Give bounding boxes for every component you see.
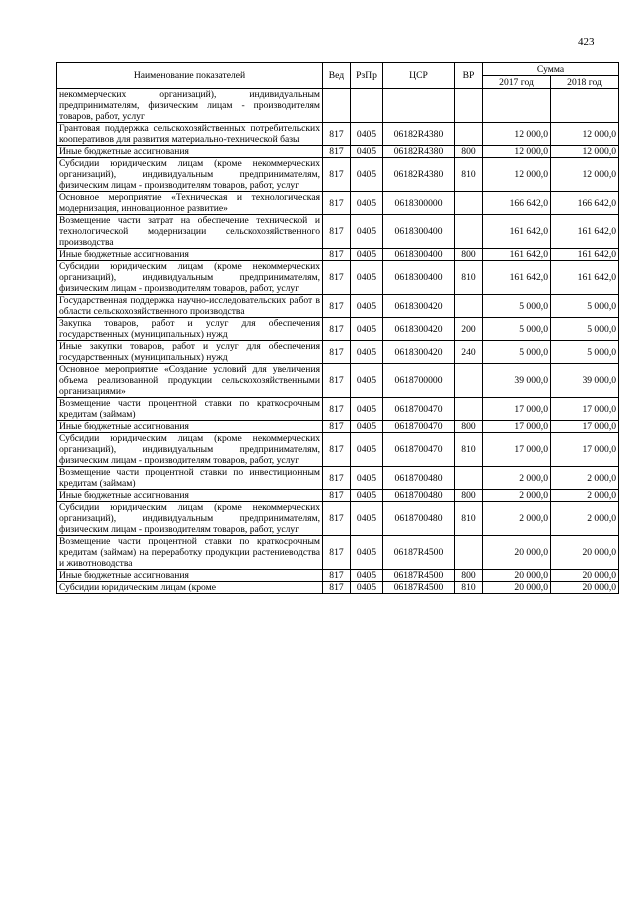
row-ved: 817 xyxy=(323,421,351,433)
row-sum-2018: 161 642,0 xyxy=(551,261,619,295)
table-row xyxy=(57,318,619,341)
row-vr: 810 xyxy=(455,502,483,536)
row-rzpr: 0405 xyxy=(351,421,383,433)
row-name: Субсидии юридическим лицам (кроме некоммерческих организаций), индивидуальным предпринимателям, физическим лицам - производителям товаров, работ, услуг xyxy=(57,261,323,295)
row-sum-2017: 161 642,0 xyxy=(483,261,551,295)
row-sum-2018: 166 642,0 xyxy=(551,192,619,215)
row-vr: 810 xyxy=(455,582,483,594)
row-sum-2017: 166 642,0 xyxy=(483,192,551,215)
row-csr: 0618300000 xyxy=(383,192,455,215)
row-sum-2017: 2 000,0 xyxy=(483,490,551,502)
row-sum-2017: 5 000,0 xyxy=(483,318,551,341)
row-ved: 817 xyxy=(323,318,351,341)
table-row xyxy=(57,570,619,582)
row-sum-2018: 20 000,0 xyxy=(551,582,619,594)
row-rzpr: 0405 xyxy=(351,123,383,146)
row-sum-2018: 161 642,0 xyxy=(551,249,619,261)
row-ved: 817 xyxy=(323,364,351,398)
row-name: Грантовая поддержка сельскохозяйственных потребительских кооперативов для развития материально-технической базы xyxy=(57,123,323,146)
row-csr: 0618300400 xyxy=(383,215,455,249)
row-sum-2018: 17 000,0 xyxy=(551,421,619,433)
header-2017: 2017 год xyxy=(483,76,551,89)
row-rzpr: 0405 xyxy=(351,582,383,594)
budget-table xyxy=(56,62,619,594)
row-name: Иные бюджетные ассигнования xyxy=(57,421,323,433)
row-name: Возмещение части процентной ставки по краткосрочным кредитам (займам) на переработку продукции растениеводства и животноводства xyxy=(57,536,323,570)
row-vr xyxy=(455,295,483,318)
row-name: Субсидии юридическим лицам (кроме некоммерческих организаций), индивидуальным предпринимателям, физическим лицам - производителям товаров, работ, услуг xyxy=(57,158,323,192)
row-ved: 817 xyxy=(323,341,351,364)
row-rzpr: 0405 xyxy=(351,215,383,249)
row-ved: 817 xyxy=(323,249,351,261)
row-sum-2017: 17 000,0 xyxy=(483,421,551,433)
row-rzpr: 0405 xyxy=(351,570,383,582)
row-csr: 0618300420 xyxy=(383,295,455,318)
row-name: Субсидии юридическим лицам (кроме некоммерческих организаций), индивидуальным предпринимателям, физическим лицам - производителям товаров, работ, услуг xyxy=(57,502,323,536)
row-sum-2017: 12 000,0 xyxy=(483,146,551,158)
row-vr xyxy=(455,192,483,215)
row-ved: 817 xyxy=(323,398,351,421)
table-row xyxy=(57,433,619,467)
row-sum-2018: 17 000,0 xyxy=(551,398,619,421)
row-vr: 810 xyxy=(455,261,483,295)
row-sum-2018: 39 000,0 xyxy=(551,364,619,398)
row-csr: 0618700470 xyxy=(383,421,455,433)
row-sum-2017: 20 000,0 xyxy=(483,582,551,594)
row-name: Субсидии юридическим лицам (кроме xyxy=(57,582,323,594)
row-ved: 817 xyxy=(323,123,351,146)
row-ved: 817 xyxy=(323,433,351,467)
row-ved: 817 xyxy=(323,490,351,502)
table-row xyxy=(57,158,619,192)
table-row xyxy=(57,364,619,398)
table-row xyxy=(57,249,619,261)
row-sum-2017: 5 000,0 xyxy=(483,295,551,318)
header-name: Наименование показателей xyxy=(57,63,323,89)
row-sum-2017: 39 000,0 xyxy=(483,364,551,398)
row-sum-2017 xyxy=(483,89,551,123)
table-row xyxy=(57,192,619,215)
row-ved: 817 xyxy=(323,192,351,215)
row-rzpr: 0405 xyxy=(351,295,383,318)
row-rzpr: 0405 xyxy=(351,490,383,502)
row-vr xyxy=(455,398,483,421)
row-csr: 0618300420 xyxy=(383,318,455,341)
table-row xyxy=(57,215,619,249)
row-ved: 817 xyxy=(323,158,351,192)
row-ved: 817 xyxy=(323,502,351,536)
row-sum-2018: 5 000,0 xyxy=(551,295,619,318)
row-sum-2018: 12 000,0 xyxy=(551,146,619,158)
row-sum-2018: 12 000,0 xyxy=(551,123,619,146)
row-csr: 0618300400 xyxy=(383,261,455,295)
row-vr xyxy=(455,215,483,249)
row-vr: 800 xyxy=(455,146,483,158)
table-row xyxy=(57,490,619,502)
row-sum-2018: 17 000,0 xyxy=(551,433,619,467)
row-rzpr: 0405 xyxy=(351,261,383,295)
row-name: Возмещение части процентной ставки по инвестиционным кредитам (займам) xyxy=(57,467,323,490)
table-row xyxy=(57,89,619,123)
row-csr: 06187R4500 xyxy=(383,570,455,582)
row-name: Возмещение части процентной ставки по краткосрочным кредитам (займам) xyxy=(57,398,323,421)
row-vr xyxy=(455,536,483,570)
table-row xyxy=(57,421,619,433)
row-vr xyxy=(455,89,483,123)
row-sum-2018: 20 000,0 xyxy=(551,536,619,570)
table-row xyxy=(57,295,619,318)
row-name: Основное мероприятие «Создание условий для увеличения объема реализованной продукции сельскохозяйственными организациями» xyxy=(57,364,323,398)
row-csr: 06182R4380 xyxy=(383,146,455,158)
row-rzpr: 0405 xyxy=(351,318,383,341)
row-ved: 817 xyxy=(323,146,351,158)
row-rzpr: 0405 xyxy=(351,146,383,158)
row-rzpr: 0405 xyxy=(351,433,383,467)
row-ved: 817 xyxy=(323,295,351,318)
row-rzpr: 0405 xyxy=(351,249,383,261)
row-ved: 817 xyxy=(323,467,351,490)
table-row xyxy=(57,341,619,364)
header-ved: Вед xyxy=(323,63,351,89)
row-sum-2018: 161 642,0 xyxy=(551,215,619,249)
row-ved: 817 xyxy=(323,536,351,570)
header-rzpr: РзПр xyxy=(351,63,383,89)
table-row xyxy=(57,146,619,158)
row-sum-2018: 2 000,0 xyxy=(551,467,619,490)
table-row xyxy=(57,398,619,421)
page-number: 423 xyxy=(578,36,595,48)
row-sum-2017: 20 000,0 xyxy=(483,536,551,570)
row-name: некоммерческих организаций), индивидуальным предпринимателям, физическим лицам - производителям товаров, работ, услуг xyxy=(57,89,323,123)
row-sum-2017: 2 000,0 xyxy=(483,467,551,490)
row-sum-2017: 17 000,0 xyxy=(483,433,551,467)
row-rzpr: 0405 xyxy=(351,192,383,215)
row-rzpr xyxy=(351,89,383,123)
row-sum-2018 xyxy=(551,89,619,123)
row-sum-2018: 12 000,0 xyxy=(551,158,619,192)
row-vr: 800 xyxy=(455,490,483,502)
row-rzpr: 0405 xyxy=(351,158,383,192)
header-vr: ВР xyxy=(455,63,483,89)
row-rzpr: 0405 xyxy=(351,467,383,490)
table-row xyxy=(57,536,619,570)
row-name: Иные бюджетные ассигнования xyxy=(57,146,323,158)
row-name: Возмещение части затрат на обеспечение технической и технологической модернизации сельскохозяйственного производства xyxy=(57,215,323,249)
row-vr: 810 xyxy=(455,158,483,192)
row-sum-2017: 2 000,0 xyxy=(483,502,551,536)
row-sum-2017: 12 000,0 xyxy=(483,123,551,146)
row-sum-2018: 2 000,0 xyxy=(551,502,619,536)
row-name: Иные бюджетные ассигнования xyxy=(57,490,323,502)
row-sum-2018: 5 000,0 xyxy=(551,318,619,341)
row-vr: 800 xyxy=(455,249,483,261)
row-ved: 817 xyxy=(323,261,351,295)
row-csr: 06187R4500 xyxy=(383,582,455,594)
row-vr: 810 xyxy=(455,433,483,467)
table-row xyxy=(57,261,619,295)
row-name: Иные бюджетные ассигнования xyxy=(57,249,323,261)
row-rzpr: 0405 xyxy=(351,364,383,398)
row-ved: 817 xyxy=(323,570,351,582)
row-vr xyxy=(455,123,483,146)
row-sum-2017: 20 000,0 xyxy=(483,570,551,582)
row-name: Государственная поддержка научно-исследовательских работ в области сельскохозяйственного производства xyxy=(57,295,323,318)
row-csr: 0618700000 xyxy=(383,364,455,398)
row-sum-2017: 17 000,0 xyxy=(483,398,551,421)
table-row xyxy=(57,582,619,594)
row-sum-2017: 5 000,0 xyxy=(483,341,551,364)
row-vr: 200 xyxy=(455,318,483,341)
header-csr: ЦСР xyxy=(383,63,455,89)
row-sum-2017: 161 642,0 xyxy=(483,249,551,261)
row-sum-2017: 12 000,0 xyxy=(483,158,551,192)
row-name: Закупка товаров, работ и услуг для обеспечения государственных (муниципальных) нужд xyxy=(57,318,323,341)
row-vr: 800 xyxy=(455,570,483,582)
row-csr: 0618700480 xyxy=(383,490,455,502)
row-rzpr: 0405 xyxy=(351,341,383,364)
table-row xyxy=(57,123,619,146)
row-csr: 0618300420 xyxy=(383,341,455,364)
row-csr: 0618700480 xyxy=(383,502,455,536)
row-name: Основное мероприятие «Техническая и технологическая модернизация, инновационное развитие» xyxy=(57,192,323,215)
row-csr: 0618700470 xyxy=(383,433,455,467)
row-ved: 817 xyxy=(323,582,351,594)
table-row xyxy=(57,502,619,536)
row-csr: 06187R4500 xyxy=(383,536,455,570)
row-rzpr: 0405 xyxy=(351,502,383,536)
table-row xyxy=(57,467,619,490)
row-csr xyxy=(383,89,455,123)
row-ved xyxy=(323,89,351,123)
row-sum-2017: 161 642,0 xyxy=(483,215,551,249)
row-vr: 800 xyxy=(455,421,483,433)
row-csr: 0618700470 xyxy=(383,398,455,421)
row-rzpr: 0405 xyxy=(351,536,383,570)
row-ved: 817 xyxy=(323,215,351,249)
row-vr: 240 xyxy=(455,341,483,364)
row-vr xyxy=(455,364,483,398)
row-name: Иные закупки товаров, работ и услуг для обеспечения государственных (муниципальных) нужд xyxy=(57,341,323,364)
row-sum-2018: 2 000,0 xyxy=(551,490,619,502)
row-csr: 06182R4380 xyxy=(383,158,455,192)
row-name: Субсидии юридическим лицам (кроме некоммерческих организаций), индивидуальным предпринимателям, физическим лицам - производителям товаров, работ, услуг xyxy=(57,433,323,467)
row-sum-2018: 5 000,0 xyxy=(551,341,619,364)
header-sum: Сумма xyxy=(483,63,619,76)
row-name: Иные бюджетные ассигнования xyxy=(57,570,323,582)
header-2018: 2018 год xyxy=(551,76,619,89)
row-sum-2018: 20 000,0 xyxy=(551,570,619,582)
row-csr: 0618300400 xyxy=(383,249,455,261)
row-vr xyxy=(455,467,483,490)
row-csr: 06182R4380 xyxy=(383,123,455,146)
row-rzpr: 0405 xyxy=(351,398,383,421)
row-csr: 0618700480 xyxy=(383,467,455,490)
